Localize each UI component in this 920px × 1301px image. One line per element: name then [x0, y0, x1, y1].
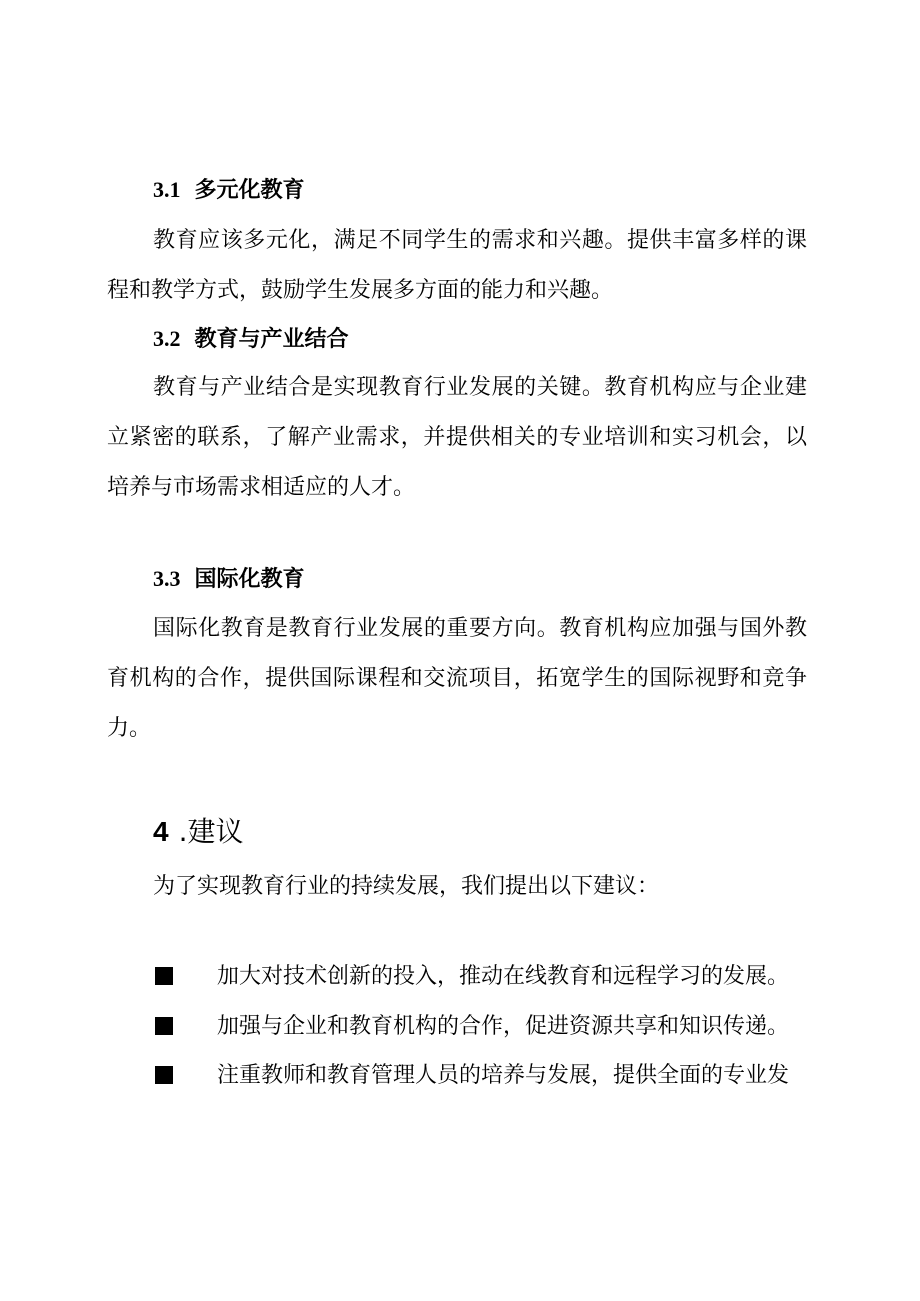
- list-item: [153, 962, 790, 992]
- list-item: [153, 1012, 790, 1042]
- section-title: 国际化教育: [194, 567, 305, 592]
- section-number: 3.2: [153, 326, 181, 351]
- section-3-2-body: 教育与产业结合是实现教育行业发展的关键。教育机构应与企业建立紧密的联系，了解产业需求，并提供相关的专业培训和实习机会，以培养与市场需求相适应的人才。: [107, 375, 807, 500]
- section-3-3-body: 国际化教育是教育行业发展的重要方向。教育机构应加强与国外教育机构的合作，提供国际课程和交流项目，拓宽学生的国际视野和竞争力。: [107, 616, 807, 741]
- list-item: [153, 1061, 790, 1091]
- section-4-heading: [153, 812, 243, 852]
- list-item-text: 加大对技术创新的投入，推动在线教育和远程学习的发展。: [217, 964, 790, 989]
- section-title: .建议: [178, 815, 244, 848]
- section-3-1-body: 教育应该多元化，满足不同学生的需求和兴趣。提供丰富多样的课程和教学方式，鼓励学生发展多方面的能力和兴趣。: [107, 228, 807, 303]
- list-item-text: 加强与企业和教育机构的合作，促进资源共享和知识传递。: [217, 1014, 790, 1039]
- list-item-text: 注重教师和教育管理人员的培养与发展，提供全面的专业发: [217, 1063, 790, 1088]
- square-bullet-icon: [155, 1066, 173, 1084]
- section-3-2-heading: [153, 324, 349, 355]
- section-number: 4: [153, 816, 169, 847]
- section-number: 3.3: [153, 566, 181, 591]
- section-title: 多元化教育: [194, 178, 305, 203]
- section-3-3-heading: [153, 564, 305, 595]
- section-4-intro: 为了实现教育行业的持续发展，我们提出以下建议：: [153, 874, 660, 899]
- square-bullet-icon: [155, 967, 173, 985]
- square-bullet-icon: [155, 1017, 173, 1035]
- section-3-1-heading: [153, 175, 305, 206]
- section-title: 教育与产业结合: [194, 327, 349, 352]
- section-number: 3.1: [153, 177, 181, 202]
